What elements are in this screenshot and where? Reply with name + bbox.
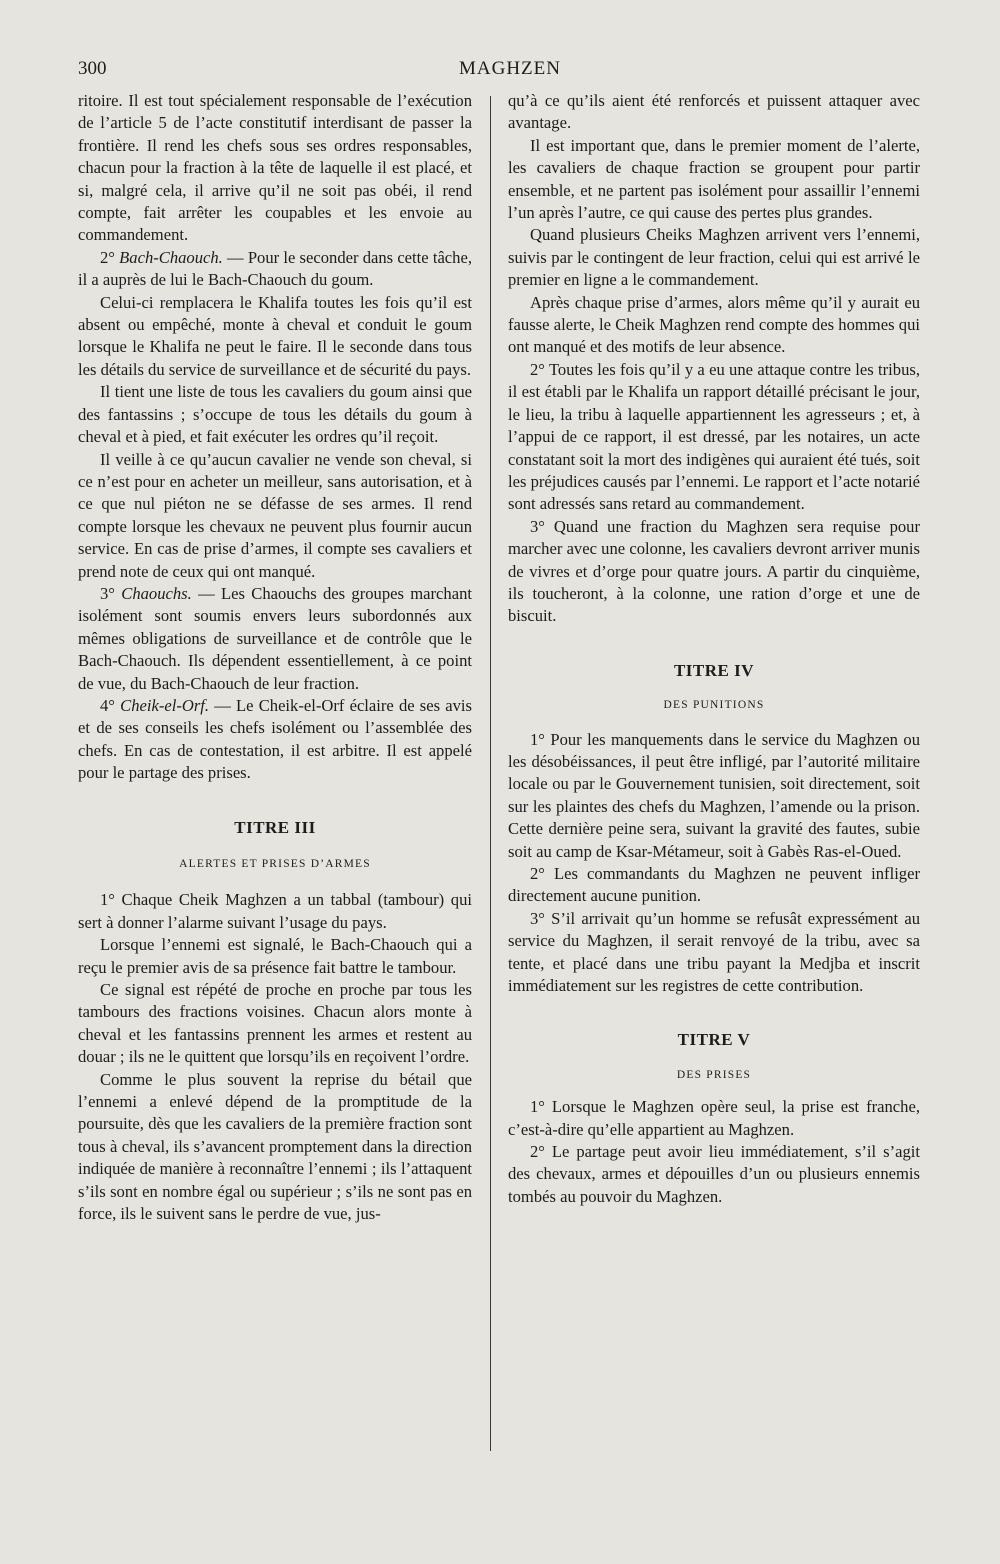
left-column — [78, 90, 472, 1226]
paragraph-text: — Pour le seconder dans cette tâche, il a auprès de lui le Bach-Chaouch du goum. — [78, 247, 472, 290]
column-divider — [490, 96, 491, 1451]
item-number: 4° — [100, 695, 115, 715]
section-heading: TITRE IV — [673, 660, 755, 680]
paragraph: 3° S’il arrivait qu’un homme se refusât expressément au service du Maghzen, il serait renvoyé de la tribu, avec sa tente, et placé dans une tribu payant la Medjba et inscrit immédiatement sur les registres de cette contribution. — [508, 908, 920, 996]
paragraph — [78, 583, 472, 695]
paragraph: Quand plusieurs Cheiks Maghzen arrivent vers l’ennemi, suivis par le contingent de leur fraction, celui qui est arrivé le premier en ligne a le commandement. — [508, 225, 920, 290]
paragraph: Ce signal est répété de proche en proche par tous les tambours des fractions voisines. Chacun alors monte à cheval et les fantassins prennent les armes et restent au douar ; ils ne le quittent que lorsqu’ils en reçoivent l’ordre. — [78, 980, 472, 1067]
section-heading: TITRE V — [677, 1030, 751, 1050]
paragraph: 1° Lorsque le Maghzen opère seul, la prise est franche, c’est-à-dire qu’elle appartient au Maghzen. — [508, 1097, 920, 1139]
paragraph: Il tient une liste de tous les cavaliers du goum ainsi que des fantassins ; s’occupe de tous les détails du goum à cheval et à pied, et fait exécuter les ordres qu’il reçoit. — [78, 382, 472, 447]
section-subheading: DES PUNITIONS — [663, 699, 765, 712]
paragraph: ritoire. Il est tout spécialement responsable de l’exécution de l’article 5 de l’acte constitutif interdisant de passer la frontière. Il rend les chefs sous ses ordres responsables, chacun pour la fraction à la tête de laquelle il est placé, et si, malgré cela, il arrive qu’il ne soit pas obéi, il rend compte, fait arrêter les coupables et les envoie au commandement. — [78, 91, 472, 245]
section-heading: TITRE III — [234, 817, 316, 837]
paragraph — [78, 695, 472, 785]
section-subheading: ALERTES ET PRISES D’ARMES — [179, 858, 371, 870]
paragraph: Après chaque prise d’armes, alors même qu’il y aurait eu fausse alerte, le Cheik Maghzen rend compte des hommes qui ont manqué et des motifs de leur absence. — [508, 292, 920, 357]
page-number: 300 — [78, 58, 107, 79]
paragraph: 3° Quand une fraction du Maghzen sera requise pour marcher avec une colonne, les cavaliers devront arriver munis de vivres et d’orge pour quatre jours. A partir du cinquième, ils toucheront, à la colonne, une ration d’orge et une de biscuit. — [508, 516, 920, 626]
paragraph: Celui-ci remplacera le Khalifa toutes les fois qu’il est absent ou empêché, monte à cheval et conduit le goum lorsque le Khalifa ne peut le faire. Il le seconde dans tous les détails du service de surveillance et de sécurité du pays. — [78, 292, 472, 379]
term: Cheik-el-Orf. — [120, 695, 210, 715]
paragraph: 2° Le partage peut avoir lieu immédiatement, s’il s’agit des chevaux, armes et dépouilles d’un ou plusieurs ennemis tombés au pouvoir du Maghzen. — [508, 1142, 920, 1206]
paragraph: Il veille à ce qu’aucun cavalier ne vende son cheval, si ce n’est pour en acheter un meilleur, sans autorisation, et à ce que nul piéton ne se défasse de ses armes. Il rend compte lorsque les chevaux ne peuvent plus fournir aucun service. En cas de prise d’armes, il compte ses cavaliers et prend note de ceux qui ont manqué. — [78, 449, 472, 581]
paragraph: 2° Toutes les fois qu’il y a eu une attaque contre les tribus, il est établi par le Khalifa un rapport détaillé précisant le jour, le lieu, la tribu à laquelle appartiennent les agresseurs ; et, à l’appui de ce rapport, il est dressé, par les notaires, un acte constatant soit la mort des indigènes qui auraient été tués, soit les préjudices causés par l’ennemi. Le rapport et l’acte notarié sont adressés sans retard au commandement. — [508, 359, 920, 514]
paragraph: qu’à ce qu’ils aient été renforcés et puissent attaquer avec avantage. — [508, 91, 920, 133]
paragraph: 2° Les commandants du Maghzen ne peuvent infliger directement aucune punition. — [508, 864, 920, 906]
section-subheading: DES PRISES — [676, 1068, 752, 1081]
item-number: 3° — [100, 583, 115, 603]
term: Bach-Chaouch. — [119, 247, 223, 267]
paragraph: 1° Pour les manquements dans le service du Maghzen ou les désobéissances, il peut être infligé, par l’autorité militaire locale ou par le Gouvernement tunisien, soit directement, soit sur les plaintes des chefs du Maghzen, l’amende ou la prison. Cette dernière peine sera, suivant la gravité des fautes, subie soit au camp de Ksar-Métameur, soit à Gabès Ras-el-Oued. — [508, 729, 920, 861]
paragraph: Lorsque l’ennemi est signalé, le Bach-Chaouch qui a reçu le premier avis de sa présence fait battre le tambour. — [78, 935, 472, 977]
paragraph — [78, 247, 472, 292]
paragraph: Comme le plus souvent la reprise du bétail que l’ennemi a enlevé dépend de la promptitude de la poursuite, dès que les cavaliers de la première fraction sont tous à cheval, ils s’avancent promptement dans la direction indiquée de manière à reconnaître l’ennemi ; ils l’attaquent s’ils sont en nombre égal ou supérieur ; s’ils ne sont pas en force, ils le suivent sans le perdre de vue, jus- — [78, 1069, 472, 1224]
running-title: MAGHZEN — [459, 58, 561, 79]
paragraph: Il est important que, dans le premier moment de l’alerte, les cavaliers de chaque fraction se groupent pour partir ensemble, et ne partent pas isolément pour assaillir l’ennemi l’un après l’autre, ce qui cause des pertes plus grandes. — [508, 135, 920, 223]
right-column — [508, 90, 920, 1208]
item-number: 2° — [100, 247, 115, 267]
paragraph: 1° Chaque Cheik Maghzen a un tabbal (tambour) qui sert à donner l’alarme suivant l’usage du pays. — [78, 890, 472, 932]
term: Chaouchs. — [121, 583, 192, 603]
paragraph-text: — Les Chaouchs des groupes marchant isolément sont soumis envers leurs subordonnés aux mêmes obligations de surveillance et de contrôle que le Bach-Chaouch. Ils dépendent essentiellement, à ce point de vue, du Bach-Chaouch de leur fraction. — [78, 583, 472, 693]
paragraph-text: — Le Cheik-el-Orf éclaire de ses avis et de ses conseils les chefs isolément ou l’assemblée des chefs. En cas de contestation, il est arbitre. Il est appelé pour le partage des prises. — [78, 695, 472, 783]
